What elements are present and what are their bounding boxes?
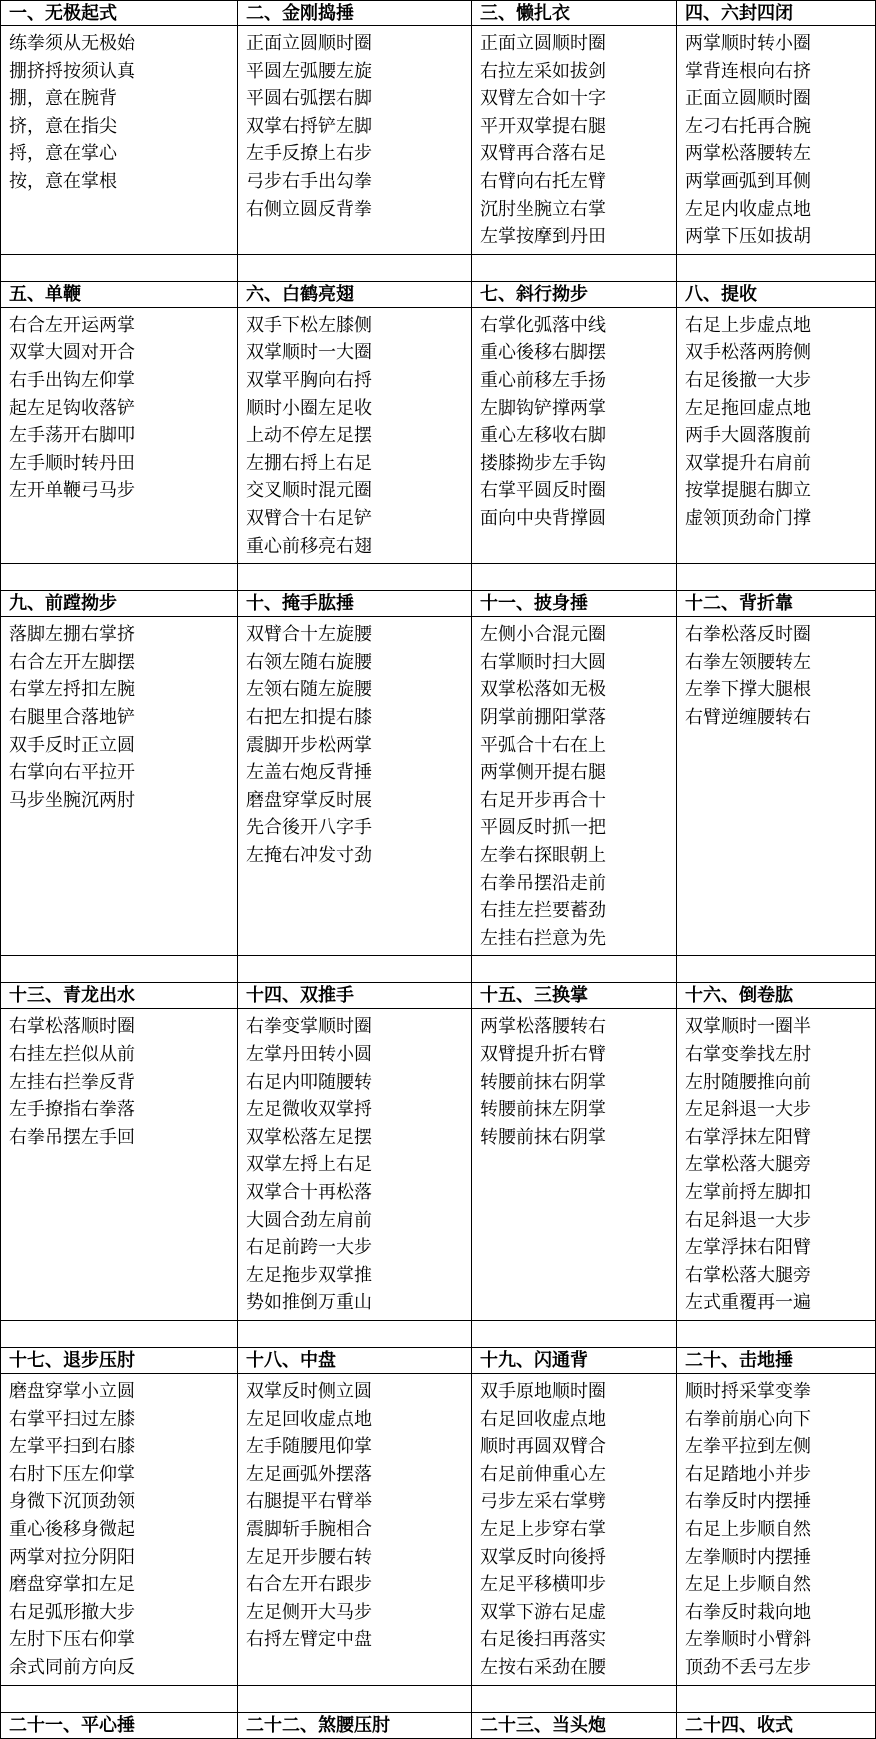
verse-line: 右腿里合落地铲	[9, 706, 135, 728]
verse-line: 双掌松落左足摆	[246, 1126, 372, 1148]
verse-line: 右掌平圆反时圈	[480, 480, 606, 502]
verse-line: 两掌对拉分阴阳	[9, 1546, 135, 1568]
verse-line: 右足上步顺自然	[685, 1518, 811, 1540]
verse-line: 右掌浮抹左阳臂	[685, 1126, 811, 1148]
verse-line: 掌背连根向右挤	[685, 60, 811, 82]
verse-line: 左足微收双掌捋	[246, 1099, 372, 1121]
verse-line: 平开双掌提右腿	[480, 115, 606, 137]
section-title: 二十二、煞腰压肘	[238, 1713, 472, 1739]
verse-line: 双臂左合如十字	[480, 88, 606, 110]
section-body-row	[0, 26, 876, 255]
verse-line: 左手随腰甩仰掌	[246, 1436, 372, 1458]
section-title: 十一、披身捶	[472, 591, 677, 617]
verse-line: 正面立圆顺时圈	[480, 33, 606, 54]
verse-line: 双掌反时向後捋	[480, 1546, 606, 1568]
verse-line: 左足内收虚点地	[685, 198, 811, 220]
spacer-cell	[238, 564, 472, 591]
verse-line: 右拳吊摆沿走前	[480, 872, 606, 894]
verse-line: 双掌顺时一圈半	[685, 1016, 811, 1038]
verse-line: 左拳顺时内摆捶	[685, 1546, 811, 1568]
verse-line: 双掌松落如无极	[480, 679, 606, 701]
verse-line: 右合左开左脚摆	[9, 651, 135, 673]
section-title: 十九、闪通背	[472, 1348, 677, 1374]
section-title: 十三、青龙出水	[0, 983, 238, 1009]
verse-line: 虚领顶劲命门撑	[685, 507, 811, 529]
section-title: 十、掩手肱捶	[238, 591, 472, 617]
verse-line: 两掌松落腰转左	[685, 143, 811, 165]
verse-line: 右臂逆缠腰转右	[685, 706, 811, 728]
section-title: 三、懒扎衣	[472, 0, 677, 26]
verse-line: 右拳反时内摆捶	[685, 1491, 811, 1513]
section-title: 二十一、平心捶	[0, 1713, 238, 1739]
section-title: 二十四、收式	[677, 1713, 876, 1739]
verse-line: 沉肘坐腕立右掌	[480, 198, 606, 220]
verse-line: 按掌提腿右脚立	[685, 480, 811, 502]
verse-line: 左掌前捋左脚扣	[685, 1181, 811, 1203]
section-verse	[238, 26, 472, 255]
verse-line: 左足拖步双掌推	[246, 1264, 372, 1286]
verse-line: 左足平移横叩步	[480, 1574, 606, 1596]
spacer-row	[0, 1686, 876, 1713]
section-verse	[677, 26, 876, 255]
verse-line: 右足後撤一大步	[685, 369, 811, 391]
verse-line: 面向中央背撑圆	[480, 507, 606, 529]
verse-line: 磨盘穿掌扣左足	[9, 1574, 135, 1596]
verse-line: 双手松落两胯侧	[685, 342, 811, 364]
spacer-cell	[472, 564, 677, 591]
verse-line: 平弧合十右在上	[480, 734, 606, 756]
spacer-cell	[238, 1686, 472, 1713]
verse-line: 两手大圆落腹前	[685, 425, 811, 447]
spacer-cell	[472, 255, 677, 282]
section-title: 九、前蹚拗步	[0, 591, 238, 617]
verse-line: 右挂左拦似从前	[9, 1043, 135, 1065]
verse-line: 左足斜退一大步	[685, 1099, 811, 1121]
section-title: 四、六封四闭	[677, 0, 876, 26]
verse-line: 弓步右手出勾拳	[246, 170, 372, 192]
verse-line: 右合左开运两掌	[9, 314, 135, 336]
verse-line: 按，意在掌根	[9, 170, 117, 192]
verse-line: 左手荡开右脚叩	[9, 425, 135, 447]
verse-line: 右足上步虚点地	[685, 314, 811, 336]
section-verse	[472, 617, 677, 956]
verse-line: 双臂合十右足铲	[246, 507, 372, 529]
verse-line: 右掌松落大腿旁	[685, 1264, 811, 1286]
verse-line: 大圆合劲左肩前	[246, 1209, 372, 1231]
verse-line: 右合左开右跟步	[246, 1574, 372, 1596]
section-title: 一、无极起式	[0, 0, 238, 26]
spacer-row	[0, 956, 876, 983]
verse-line: 正面立圆顺时圈	[685, 88, 811, 110]
verse-line: 双臂合十左旋腰	[246, 624, 372, 646]
verse-line: 左掌丹田转小圆	[246, 1043, 372, 1065]
verse-line: 左掌松落大腿旁	[685, 1154, 811, 1176]
section-title: 五、单鞭	[0, 282, 238, 308]
verse-line: 右掌向右平拉开	[9, 762, 135, 784]
verse-line: 左肘随腰推向前	[685, 1071, 811, 1093]
spacer-row	[0, 255, 876, 282]
verse-line: 平圆左弧腰左旋	[246, 60, 372, 82]
verse-line: 右掌化弧落中线	[480, 314, 606, 336]
verse-line: 两掌下压如拔胡	[685, 226, 811, 248]
verse-line: 左足侧开大马步	[246, 1601, 372, 1623]
verse-line: 重心後移身微起	[9, 1518, 135, 1540]
section-body-row	[0, 617, 876, 956]
section-title: 六、白鹤亮翅	[238, 282, 472, 308]
spacer-cell	[0, 956, 238, 983]
section-verse	[472, 1374, 677, 1686]
spacer-cell	[677, 956, 876, 983]
verse-line: 右把左扣提右膝	[246, 706, 372, 728]
verse-line: 左足拖回虚点地	[685, 397, 811, 419]
verse-line: 双掌左捋上右足	[246, 1154, 372, 1176]
section-verse	[238, 308, 472, 564]
section-title: 七、斜行拗步	[472, 282, 677, 308]
verse-line: 重心前移左手扬	[480, 369, 606, 391]
section-header-row	[0, 591, 876, 617]
verse-line: 练拳须从无极始	[9, 33, 135, 54]
section-verse	[0, 617, 238, 956]
spacer-cell	[0, 1686, 238, 1713]
verse-line: 左挂右拦拳反背	[9, 1071, 135, 1093]
section-header-row	[0, 1713, 876, 1739]
verse-line: 左挂右拦意为先	[480, 927, 606, 949]
section-title: 十七、退步压肘	[0, 1348, 238, 1374]
verse-line: 阴掌前掤阳掌落	[480, 706, 606, 728]
verse-line: 右足斜退一大步	[685, 1209, 811, 1231]
spacer-cell	[238, 1321, 472, 1348]
verse-line: 震脚开步松两掌	[246, 734, 372, 756]
verse-line: 右拳变掌顺时圈	[246, 1016, 372, 1038]
verse-line: 马步坐腕沉两肘	[9, 789, 135, 811]
spacer-cell	[472, 956, 677, 983]
verse-line: 平圆反时抓一把	[480, 817, 606, 839]
section-verse	[0, 26, 238, 255]
section-verse	[0, 308, 238, 564]
verse-line: 左拳下撑大腿根	[685, 679, 811, 701]
verse-line: 双臂提升折右臂	[480, 1043, 606, 1065]
verse-line: 右足弧形撤大步	[9, 1601, 135, 1623]
verse-line: 转腰前抹左阴掌	[480, 1099, 606, 1121]
verse-line: 转腰前抹右阴掌	[480, 1071, 606, 1093]
section-body-row	[0, 1009, 876, 1321]
verse-line: 重心後移右脚摆	[480, 342, 606, 364]
verse-line: 双掌合十再松落	[246, 1181, 372, 1203]
verse-line: 左掌浮抹右阳臂	[685, 1237, 811, 1259]
verse-line: 平圆右弧摆右脚	[246, 88, 372, 110]
verse-line: 两掌顺时转小圈	[685, 33, 811, 54]
spacer-cell	[472, 1321, 677, 1348]
spacer-cell	[0, 255, 238, 282]
verse-line: 左拳平拉到左侧	[685, 1436, 811, 1458]
spacer-cell	[238, 255, 472, 282]
verse-line: 右拳前崩心向下	[685, 1408, 811, 1430]
verse-line: 右足内叩随腰转	[246, 1071, 372, 1093]
section-title: 二、金刚捣捶	[238, 0, 472, 26]
verse-line: 挤，意在指尖	[9, 115, 117, 137]
verse-line: 搂膝拗步左手钩	[480, 452, 606, 474]
spacer-cell	[0, 564, 238, 591]
verse-line: 右侧立圆反背拳	[246, 198, 372, 220]
verse-line: 右掌平扫过左膝	[9, 1408, 135, 1430]
spacer-cell	[677, 1321, 876, 1348]
verse-line: 双掌右捋铲左脚	[246, 115, 372, 137]
verse-line: 右拉左采如拔剑	[480, 60, 606, 82]
verse-line: 左手撩指右拳落	[9, 1099, 135, 1121]
verse-line: 捋，意在掌心	[9, 143, 117, 165]
verse-line: 双手反时正立圆	[9, 734, 135, 756]
spacer-row	[0, 1321, 876, 1348]
verse-line: 双手下松左膝侧	[246, 314, 372, 336]
verse-line: 掤，意在腕背	[9, 88, 117, 110]
verse-line: 右拳松落反时圈	[685, 624, 811, 646]
verse-line: 双掌提升右肩前	[685, 452, 811, 474]
section-title: 二十三、当头炮	[472, 1713, 677, 1739]
verse-line: 右拳吊摆左手回	[9, 1126, 135, 1148]
section-title: 十八、中盘	[238, 1348, 472, 1374]
verse-line: 双掌下游右足虚	[480, 1601, 606, 1623]
section-verse	[677, 1374, 876, 1686]
verse-line: 左刁右托再合腕	[685, 115, 811, 137]
verse-line: 左开单鞭弓马步	[9, 480, 135, 502]
verse-line: 左足开步腰右转	[246, 1546, 372, 1568]
verse-line: 右肘下压左仰掌	[9, 1463, 135, 1485]
verse-line: 顺时再圆双臂合	[480, 1436, 606, 1458]
verse-line: 重心左移收右脚	[480, 425, 606, 447]
verse-line: 双掌大圆对开合	[9, 342, 135, 364]
section-body-row	[0, 308, 876, 564]
section-header-row	[0, 282, 876, 308]
verse-line: 起左足钩收落铲	[9, 397, 135, 419]
verse-line: 右臂向右托左臂	[480, 170, 606, 192]
verse-line: 左领右随左旋腰	[246, 679, 372, 701]
verse-line: 落脚左掤右掌挤	[9, 624, 135, 646]
verse-line: 震脚斩手腕相合	[246, 1518, 372, 1540]
section-title: 八、提收	[677, 282, 876, 308]
spacer-cell	[677, 1686, 876, 1713]
verse-line: 左掤右捋上右足	[246, 452, 372, 474]
verse-line: 弓步左采右掌劈	[480, 1491, 606, 1513]
verse-line: 左足上步顺自然	[685, 1574, 811, 1596]
verse-line: 左侧小合混元圈	[480, 624, 606, 646]
spacer-cell	[238, 956, 472, 983]
verse-line: 两掌画弧到耳侧	[685, 170, 811, 192]
verse-line: 左足画弧外摆落	[246, 1463, 372, 1485]
section-header-row	[0, 0, 876, 26]
verse-line: 左足上步穿右掌	[480, 1518, 606, 1540]
spacer-cell	[677, 255, 876, 282]
section-header-row	[0, 983, 876, 1009]
verse-line: 右手出钩左仰掌	[9, 369, 135, 391]
verse-line: 左按右采劲在腰	[480, 1656, 606, 1678]
verse-line: 势如推倒万重山	[246, 1292, 372, 1314]
verse-line: 左手顺时转丹田	[9, 452, 135, 474]
verse-line: 重心前移亮右翅	[246, 535, 372, 557]
verse-line: 双掌平胸向右捋	[246, 369, 372, 391]
verse-line: 顺时捋采掌变拳	[685, 1380, 811, 1402]
spacer-cell	[472, 1686, 677, 1713]
verse-line: 右足後扫再落实	[480, 1629, 606, 1651]
verse-line: 顺时小圈左足收	[246, 397, 372, 419]
verse-line: 右掌变拳找左肘	[685, 1043, 811, 1065]
section-verse	[472, 308, 677, 564]
verse-line: 右挂左拦要蓄劲	[480, 900, 606, 922]
verse-line: 左掩右冲发寸劲	[246, 844, 372, 866]
verse-line: 正面立圆顺时圈	[246, 33, 372, 54]
verse-line: 右腿提平右臂举	[246, 1491, 372, 1513]
verse-line: 双掌反时侧立圆	[246, 1380, 372, 1402]
section-title: 二十、击地捶	[677, 1348, 876, 1374]
section-body-row	[0, 1374, 876, 1686]
verse-line: 右足前跨一大步	[246, 1237, 372, 1259]
spacer-cell	[0, 1321, 238, 1348]
verse-line: 左足回收虚点地	[246, 1408, 372, 1430]
verse-line: 双手原地顺时圈	[480, 1380, 606, 1402]
verse-line: 右足踏地小并步	[685, 1463, 811, 1485]
verse-line: 右拳反时栽向地	[685, 1601, 811, 1623]
verse-line: 磨盘穿掌反时展	[246, 789, 372, 811]
section-verse	[0, 1374, 238, 1686]
verse-line: 左掌平扫到右膝	[9, 1436, 135, 1458]
verse-line: 余式同前方向反	[9, 1656, 135, 1678]
section-verse	[677, 617, 876, 956]
verse-line: 右足回收虚点地	[480, 1408, 606, 1430]
verse-line: 左拳顺时小臂斜	[685, 1629, 811, 1651]
spacer-row	[0, 564, 876, 591]
section-title: 十二、背折靠	[677, 591, 876, 617]
verse-line: 右捋左臂定中盘	[246, 1629, 372, 1651]
verse-line: 磨盘穿掌小立圆	[9, 1380, 135, 1402]
verse-line: 双掌顺时一大圈	[246, 342, 372, 364]
verse-line: 双臂再合落右足	[480, 143, 606, 165]
verse-line: 交叉顺时混元圈	[246, 480, 372, 502]
verse-line: 右掌顺时扫大圆	[480, 651, 606, 673]
verse-line: 右足开步再合十	[480, 789, 606, 811]
verse-line: 上动不停左足摆	[246, 425, 372, 447]
verse-line: 左脚钩铲撑两掌	[480, 397, 606, 419]
section-verse	[472, 26, 677, 255]
verse-line: 转腰前抹右阴掌	[480, 1126, 606, 1148]
section-verse	[677, 1009, 876, 1321]
section-verse	[238, 1009, 472, 1321]
spacer-cell	[677, 564, 876, 591]
section-verse	[238, 617, 472, 956]
section-title: 十四、双推手	[238, 983, 472, 1009]
verse-line: 右足前伸重心左	[480, 1463, 606, 1485]
verse-line: 左拳右探眼朝上	[480, 844, 606, 866]
section-header-row	[0, 1348, 876, 1374]
verse-line: 左盖右炮反背捶	[246, 762, 372, 784]
section-title: 十五、三换掌	[472, 983, 677, 1009]
verse-line: 左肘下压右仰掌	[9, 1629, 135, 1651]
section-verse	[238, 1374, 472, 1686]
verse-line: 右掌左捋扣左腕	[9, 679, 135, 701]
section-verse	[0, 1009, 238, 1321]
verse-line: 左式重覆再一遍	[685, 1292, 811, 1314]
verse-line: 身微下沉顶劲领	[9, 1491, 135, 1513]
verse-line: 掤挤捋按须认真	[9, 60, 135, 82]
section-verse	[677, 308, 876, 564]
verse-line: 先合後开八字手	[246, 817, 372, 839]
section-verse	[472, 1009, 677, 1321]
verse-line: 左手反撩上右步	[246, 143, 372, 165]
verse-line: 左掌按摩到丹田	[480, 226, 606, 248]
verse-line: 右拳左领腰转左	[685, 651, 811, 673]
section-title: 十六、倒卷肱	[677, 983, 876, 1009]
verse-line: 顶劲不丢弓左步	[685, 1656, 811, 1678]
verse-line: 右掌松落顺时圈	[9, 1016, 135, 1038]
verse-line: 右领左随右旋腰	[246, 651, 372, 673]
verse-line: 两掌松落腰转右	[480, 1016, 606, 1038]
verse-line: 两掌侧开提右腿	[480, 762, 606, 784]
